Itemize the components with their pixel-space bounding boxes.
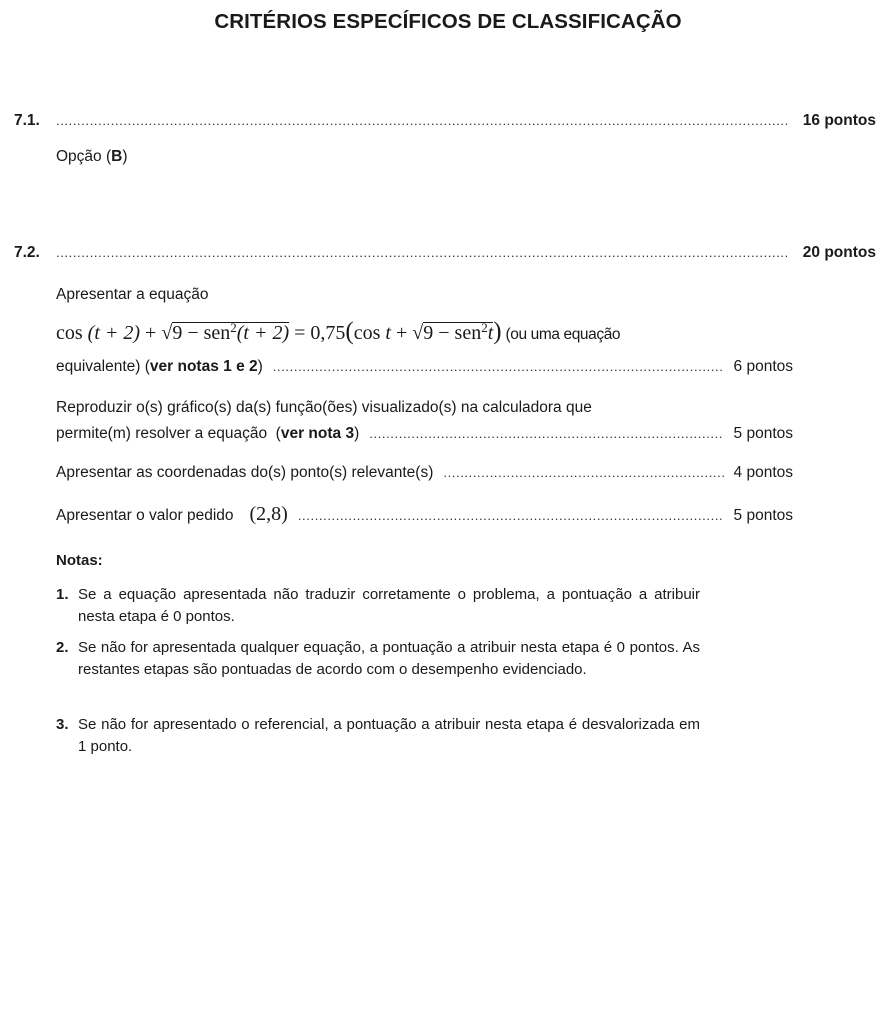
eq-t-2: t bbox=[487, 322, 494, 344]
step-label-text: Apresentar o valor pedido bbox=[56, 507, 234, 524]
eq-cos: cos bbox=[56, 322, 83, 344]
item-points: 20 pontos bbox=[802, 244, 876, 261]
step-label bbox=[56, 503, 288, 526]
note-number: 1. bbox=[56, 586, 69, 603]
page-title: CRITÉRIOS ESPECÍFICOS DE CLASSIFICAÇÃO bbox=[214, 10, 682, 33]
note-number: 3. bbox=[56, 716, 69, 733]
note-ref: ver nota 3 bbox=[280, 425, 355, 442]
eq-arg: (t + 2) bbox=[87, 322, 141, 344]
eq-plus: + bbox=[140, 322, 162, 344]
eq-exponent: 2 bbox=[230, 320, 237, 335]
answer-option: B bbox=[111, 148, 123, 165]
step-row-2 bbox=[56, 425, 793, 443]
sqrt-radicand-1 bbox=[172, 322, 289, 343]
leader-dots bbox=[273, 359, 724, 374]
note-3 bbox=[56, 714, 700, 758]
item-7-1-header bbox=[14, 112, 876, 130]
step-row-1 bbox=[56, 358, 793, 376]
sqrt-radicand-2 bbox=[423, 322, 493, 343]
eq-t: t bbox=[385, 322, 391, 344]
leader-dots bbox=[56, 113, 787, 128]
step-row-3 bbox=[56, 464, 793, 482]
step-label-end: ) bbox=[257, 358, 263, 375]
step-label bbox=[56, 425, 359, 443]
note-text: Se a equação apresentada não traduzir corretamente o problema, a pontuação a atribuir nesta etapa é 0 pontos. bbox=[78, 586, 700, 625]
note-ref: ver notas 1 e 2 bbox=[149, 358, 258, 375]
item-number: 7.1. bbox=[14, 112, 40, 129]
eq-cos-2: cos bbox=[353, 322, 386, 344]
step-points: 6 pontos bbox=[733, 358, 793, 375]
sqrt-sign-2: √ bbox=[412, 322, 424, 344]
note-text: Se não for apresentada qualquer equação, a pontuação a atribuir nesta etapa é 0 pontos. As restantes etapas são pontuadas de acordo com o desempenho evidenciado. bbox=[78, 639, 700, 678]
step-intro: Apresentar a equação bbox=[56, 286, 209, 303]
notes-title: Notas: bbox=[56, 552, 103, 569]
eq-open-paren: ( bbox=[345, 318, 354, 345]
eq-plus-2: + bbox=[390, 322, 413, 344]
leader-dots bbox=[298, 508, 724, 523]
step-label-text: equivalente) ( bbox=[56, 358, 150, 375]
eq-equals: = 0,75 bbox=[289, 322, 346, 344]
note-number: 2. bbox=[56, 639, 69, 656]
note-text: Se não for apresentado o referencial, a pontuação a atribuir nesta etapa é desvalorizada em 1 ponto. bbox=[78, 716, 700, 755]
answer-prefix: Opção bbox=[56, 148, 106, 165]
leader-dots bbox=[56, 245, 787, 260]
step-row-4 bbox=[56, 503, 793, 526]
sqrt-sign: √ bbox=[161, 322, 173, 344]
item-number: 7.2. bbox=[14, 244, 40, 261]
answer-open-paren: ( bbox=[105, 148, 112, 165]
eq-trailer: (ou uma equação bbox=[501, 326, 621, 343]
equation-line bbox=[56, 318, 620, 346]
leader-dots bbox=[369, 426, 723, 441]
step-points: 5 pontos bbox=[733, 507, 793, 524]
equation bbox=[56, 318, 502, 345]
note-1 bbox=[56, 584, 700, 628]
step-points: 5 pontos bbox=[733, 425, 793, 442]
step-label bbox=[56, 358, 263, 376]
step-label-end: ) bbox=[354, 425, 360, 442]
eq-close-paren: ) bbox=[493, 318, 502, 345]
note-2 bbox=[56, 637, 700, 681]
eq-radicand-2a: 9 − sen bbox=[423, 322, 482, 344]
step-2-line-1: Reproduzir o(s) gráfico(s) da(s) função(ões) visualizado(s) na calculadora que bbox=[56, 399, 592, 416]
answer-close-paren: ) bbox=[122, 148, 128, 165]
step-label-text: permite(m) resolver a equação ( bbox=[56, 425, 281, 442]
leader-dots bbox=[443, 465, 723, 480]
item-points: 16 pontos bbox=[802, 112, 876, 129]
item-7-2-header bbox=[14, 244, 876, 262]
eq-radicand-a: 9 − sen bbox=[172, 322, 231, 344]
item-7-1-answer bbox=[56, 148, 128, 166]
step-label: Apresentar as coordenadas do(s) ponto(s) relevante(s) bbox=[56, 464, 434, 481]
eq-radicand-b: (t + 2) bbox=[236, 322, 290, 344]
answer-value: (2,8) bbox=[249, 503, 288, 525]
eq-exponent-2: 2 bbox=[481, 320, 488, 335]
step-points: 4 pontos bbox=[733, 464, 793, 481]
